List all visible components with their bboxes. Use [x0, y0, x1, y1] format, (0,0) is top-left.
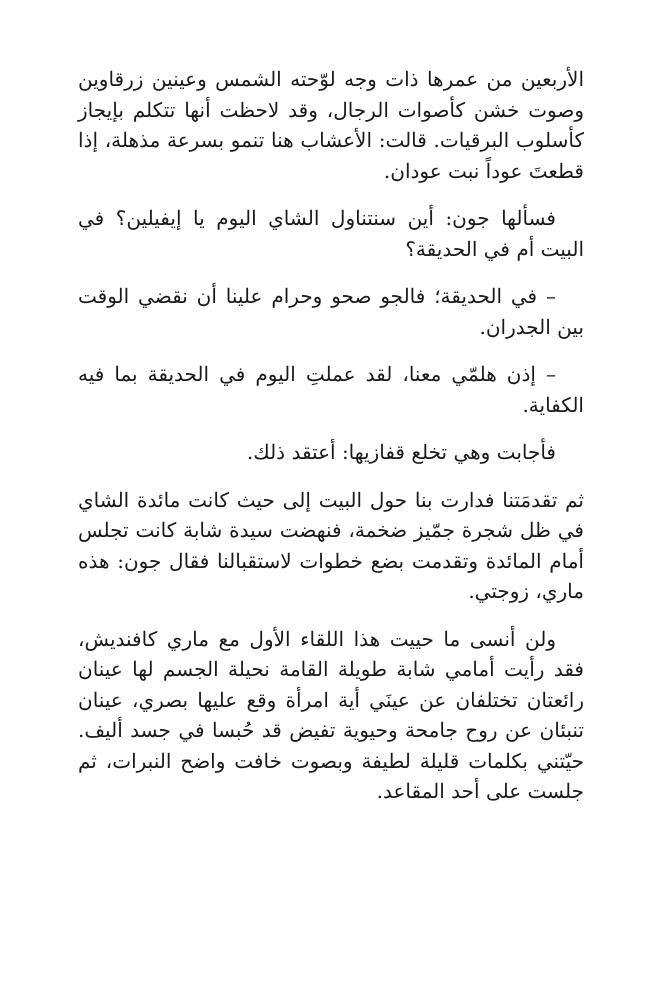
paragraph-3: – في الحديقة؛ فالجو صحو وحرام علينا أن نقضي الوقت بين الجدران. [78, 284, 584, 339]
paragraph-7: ولن أنسى ما حييت هذا اللقاء الأول مع ماري كافنديش، فقد رأيت أمامي شابة طويلة القامة نحيلة الجسم لها عينان رائعتان تختلفان عن عينَي أية امرأة وقع عليها بصري، عينان تنبئان عن روح جامحة وحيوية تفيض قد حُبسا في جسد أليف. حيّتني بكلمات قليلة لطيفة وبصوت خافت واضح النبرات، ثم جلست على أحد المقاعد. [78, 626, 584, 803]
paragraph-1: الأربعين من عمرها ذات وجه لوّحته الشمس وعينين زرقاوين وصوت خشن كأصوات الرجال، وقد لاحظت أنها تتكلم بإيجاز كأسلوب البرقيات. قالت: الأعشاب هنا تنمو بسرعة مذهلة، إذا قطعتَ عوداً نبت عودان. [78, 67, 584, 183]
paragraph-5: فأجابت وهي تخلع قفازيها: أعتقد ذلك. [246, 440, 556, 464]
paragraph-2: فسألها جون: أين سنتناول الشاي اليوم يا إيفيلين؟ في البيت أم في الحديقة؟ [78, 206, 584, 261]
paragraph-4: – إذن هلمّي معنا، لقد عملتِ اليوم في الحديقة بما فيه الكفاية. [78, 362, 584, 417]
paragraph-6: ثم تقدمَتنا فدارت بنا حول البيت إلى حيث كانت مائدة الشاي في ظل شجرة جمّيز ضخمة، فنهضت سيدة شابة كانت تجلس أمام المائدة وتقدمت بضع خطوات لاستقبالنا فقال جون: هذه ماري، زوجتي. [78, 487, 584, 603]
book-page [78, 64, 584, 824]
